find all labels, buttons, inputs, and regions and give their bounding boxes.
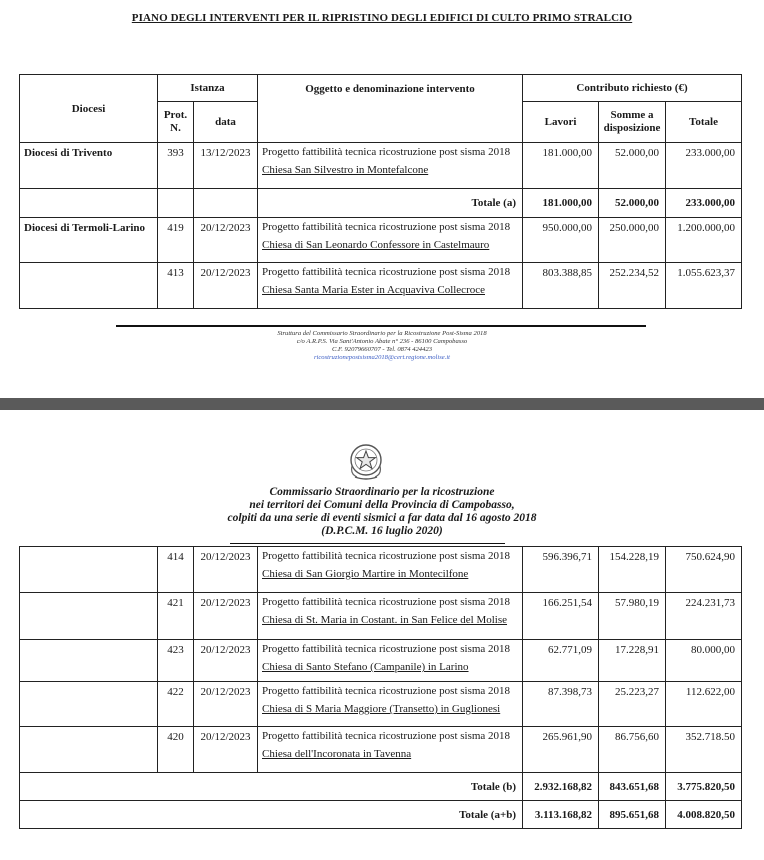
object-text: Progetto fattibilità tecnica ricostruzione post sisma 2018 <box>262 730 511 742</box>
lavori-cell: 181.000,00 <box>523 143 599 189</box>
prot-cell: 413 <box>158 263 194 309</box>
header-data: data <box>194 102 258 143</box>
subtotal-a-lavori: 181.000,00 <box>523 189 599 218</box>
lavori-cell: 62.771,09 <box>523 640 599 682</box>
subtotal-b-totale: 3.775.820,50 <box>666 773 742 801</box>
date-cell: 20/12/2023 <box>194 263 258 309</box>
totale-cell: 750.624,90 <box>666 547 742 593</box>
object-text: Progetto fattibilità tecnica ricostruzione post sisma 2018 <box>262 266 511 278</box>
subtotal-a-label: Totale (a) <box>258 189 523 218</box>
object-cell <box>258 727 523 773</box>
grand-total-label: Totale (a+b) <box>20 801 523 829</box>
prot-cell: 393 <box>158 143 194 189</box>
totale-cell: 1.200.000,00 <box>666 218 742 263</box>
footer-line: Struttura del Commissario Straordinario per la Ricostruzione Post-Sisma 2018 <box>277 330 487 337</box>
date-cell: 20/12/2023 <box>194 593 258 640</box>
object-cell <box>258 143 523 189</box>
prot-cell: 414 <box>158 547 194 593</box>
subtotal-a-somme: 52.000,00 <box>599 189 666 218</box>
object-cell <box>258 640 523 682</box>
prot-cell: 423 <box>158 640 194 682</box>
subtotal-a-totale: 233.000,00 <box>666 189 742 218</box>
date-cell: 20/12/2023 <box>194 547 258 593</box>
object-text: Progetto fattibilità tecnica ricostruzione post sisma 2018 <box>262 146 511 158</box>
lavori-cell: 950.000,00 <box>523 218 599 263</box>
date-cell: 20/12/2023 <box>194 218 258 263</box>
footer-divider <box>116 325 646 327</box>
somme-cell: 252.234,52 <box>599 263 666 309</box>
lavori-cell: 166.251,54 <box>523 593 599 640</box>
header-somme: Somme a disposizione <box>599 102 666 143</box>
lavori-cell: 596.396,71 <box>523 547 599 593</box>
lavori-cell: 87.398,73 <box>523 682 599 727</box>
page-footer <box>0 330 764 362</box>
header-totale: Totale <box>666 102 742 143</box>
grand-total-totale: 4.008.820,50 <box>666 801 742 829</box>
table-row <box>20 593 742 640</box>
document-title: PIANO DEGLI INTERVENTI PER IL RIPRISTINO DEGLI EDIFICI DI CULTO PRIMO STRALCIO <box>131 12 633 24</box>
table-row <box>20 640 742 682</box>
commissioner-line: colpiti da una serie di eventi sismici a far data dal 16 agosto 2018 <box>227 512 537 524</box>
object-text: Progetto fattibilità tecnica ricostruzione post sisma 2018 <box>262 643 511 655</box>
prot-cell: 419 <box>158 218 194 263</box>
date-cell: 20/12/2023 <box>194 727 258 773</box>
object-text: Progetto fattibilità tecnica ricostruzione post sisma 2018 <box>262 685 511 697</box>
diocese-cell: Diocesi di Trivento <box>20 143 158 189</box>
object-cell <box>258 547 523 593</box>
footer-line: C.F. 92079660707 - Tel. 0874 424423 <box>331 346 432 353</box>
interventions-table-page-1 <box>19 74 742 309</box>
date-cell: 13/12/2023 <box>194 143 258 189</box>
object-cell <box>258 682 523 727</box>
somme-cell: 250.000,00 <box>599 218 666 263</box>
header-lavori: Lavori <box>523 102 599 143</box>
object-cell <box>258 593 523 640</box>
church-link[interactable]: Chiesa di Santo Stefano (Campanile) in Larino <box>262 661 469 673</box>
prot-cell: 420 <box>158 727 194 773</box>
document-page-2 <box>0 410 764 860</box>
header-oggetto: Oggetto e denominazione intervento <box>258 75 523 143</box>
grand-total-lavori: 3.113.168,82 <box>523 801 599 829</box>
subtotal-b-somme: 843.651,68 <box>599 773 666 801</box>
object-text: Progetto fattibilità tecnica ricostruzione post sisma 2018 <box>262 550 511 562</box>
object-text: Progetto fattibilità tecnica ricostruzione post sisma 2018 <box>262 221 511 233</box>
church-link[interactable]: Chiesa dell'Incoronata in Tavenna <box>262 748 412 760</box>
subtotal-row-a <box>20 189 742 218</box>
church-link[interactable]: Chiesa di San Leonardo Confessore in Castelmauro <box>262 239 490 251</box>
footer-line: c/o A.R.P.S. Via Sant'Antonio Abate n° 236 - 86100 Campobasso <box>296 338 468 345</box>
date-cell: 20/12/2023 <box>194 682 258 727</box>
totale-cell: 112.622,00 <box>666 682 742 727</box>
somme-cell: 25.223,27 <box>599 682 666 727</box>
table-row <box>20 547 742 593</box>
church-link[interactable]: Chiesa di St. Maria in Costant. in San Felice del Molise <box>262 614 508 626</box>
totale-cell: 80.000,00 <box>666 640 742 682</box>
lavori-cell: 265.961,90 <box>523 727 599 773</box>
commissioner-line: Commissario Straordinario per la ricostruzione <box>269 486 495 498</box>
document-page-1 <box>0 0 764 398</box>
church-link[interactable]: Chiesa di San Giorgio Martire in Montecilfone <box>262 568 469 580</box>
italian-republic-emblem-icon <box>345 440 387 482</box>
grand-total-somme: 895.651,68 <box>599 801 666 829</box>
church-link[interactable]: Chiesa Santa Maria Ester in Acquaviva Collecroce <box>262 284 485 296</box>
subtotal-b-lavori: 2.932.168,82 <box>523 773 599 801</box>
prot-cell: 422 <box>158 682 194 727</box>
interventions-table-page-2 <box>19 546 742 829</box>
totale-cell: 352.718.50 <box>666 727 742 773</box>
subtotal-b-label: Totale (b) <box>20 773 523 801</box>
somme-cell: 57.980,19 <box>599 593 666 640</box>
totale-cell: 224.231,73 <box>666 593 742 640</box>
heading-underline <box>230 543 505 544</box>
somme-cell: 52.000,00 <box>599 143 666 189</box>
lavori-cell: 803.388,85 <box>523 263 599 309</box>
church-link[interactable]: Chiesa di S Maria Maggiore (Transetto) in Guglionesi <box>262 703 501 715</box>
commissioner-heading <box>0 486 764 538</box>
header-istanza: Istanza <box>158 75 258 102</box>
diocese-cell <box>20 263 158 309</box>
church-link[interactable]: Chiesa San Silvestro in Montefalcone <box>262 164 429 176</box>
totale-cell: 1.055.623,37 <box>666 263 742 309</box>
diocese-cell: Diocesi di Termoli-Larino <box>20 218 158 263</box>
object-cell <box>258 218 523 263</box>
date-cell: 20/12/2023 <box>194 640 258 682</box>
subtotal-row-b <box>20 773 742 801</box>
grand-total-row <box>20 801 742 829</box>
footer-email-link[interactable]: ricostruzionepostsisma2018@cert.regione.molise.it <box>313 354 451 361</box>
prot-cell: 421 <box>158 593 194 640</box>
somme-cell: 17.228,91 <box>599 640 666 682</box>
header-contributo: Contributo richiesto (€) <box>523 75 742 102</box>
commissioner-line: (D.P.C.M. 16 luglio 2020) <box>321 525 443 537</box>
table-row <box>20 727 742 773</box>
object-text: Progetto fattibilità tecnica ricostruzione post sisma 2018 <box>262 596 511 608</box>
header-diocesi: Diocesi <box>20 75 158 143</box>
table-row <box>20 143 742 189</box>
commissioner-line: nei territori dei Comuni della Provincia di Campobasso, <box>249 499 515 511</box>
somme-cell: 86.756,60 <box>599 727 666 773</box>
totale-cell: 233.000,00 <box>666 143 742 189</box>
table-row <box>20 682 742 727</box>
page-separator <box>0 398 764 410</box>
table-row <box>20 263 742 309</box>
somme-cell: 154.228,19 <box>599 547 666 593</box>
table-row <box>20 218 742 263</box>
header-prot: Prot. N. <box>158 102 194 143</box>
object-cell <box>258 263 523 309</box>
